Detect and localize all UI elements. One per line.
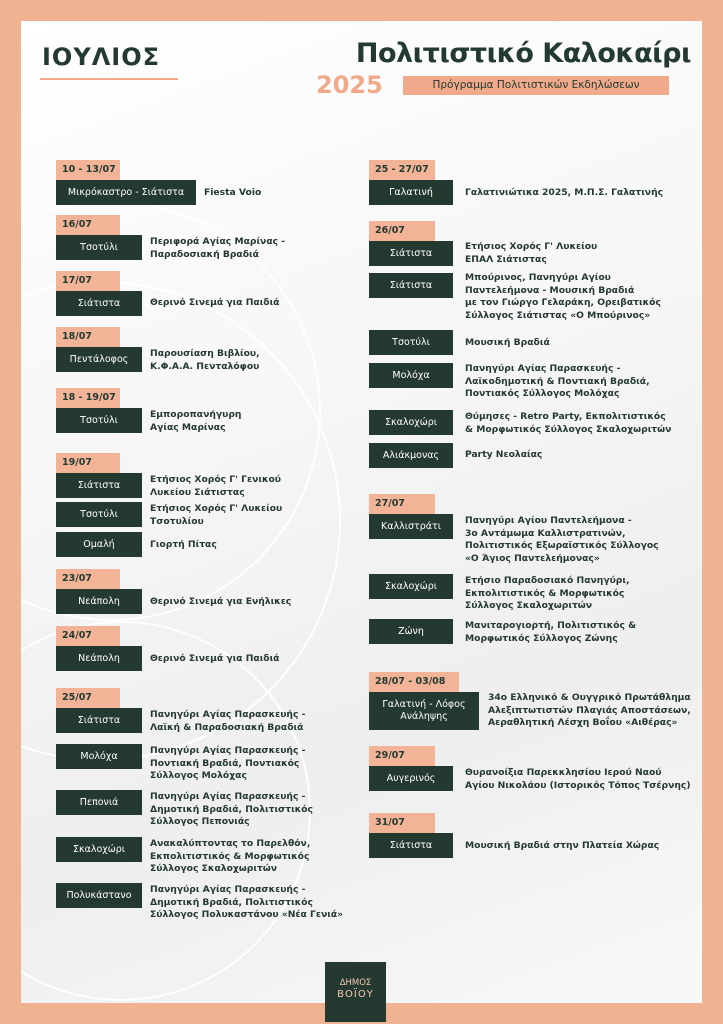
location-label: Σιάτιστα bbox=[56, 473, 142, 498]
event-text: Μπούρινος, Πανηγύρι Αγίου Παντελεήμονα - Μουσική Βραδιά με τον Γιώργο Γελαράκη, Ορειβατικός Σύλλογος Σιάτιστας «Ο Μπούρινος» bbox=[465, 272, 661, 321]
location-label: Σκαλοχώρι bbox=[56, 837, 142, 862]
event-text: Θερινό Σινεμά για Ενήλικες bbox=[150, 596, 292, 607]
date-tag: 25/07 bbox=[56, 688, 120, 708]
location-label: Νεάπολη bbox=[56, 646, 142, 671]
date-tag: 16/07 bbox=[56, 215, 120, 235]
location-label: Γαλατινή - Λόφος Ανάληψης bbox=[369, 692, 479, 730]
location-label: Σκαλοχώρι bbox=[369, 410, 453, 435]
date-tag: 10 - 13/07 bbox=[56, 160, 120, 180]
event-text: Ετήσιος Χορός Γ' Γενικού Λυκείου Σιάτιστας bbox=[150, 474, 282, 498]
event-text: Γαλατινιώτικα 2025, Μ.Π.Σ. Γαλατινής bbox=[465, 187, 664, 198]
event-text: Party Νεολαίας bbox=[465, 449, 543, 460]
location-label: Πεντάλοφος bbox=[56, 347, 142, 372]
location-label: Σιάτιστα bbox=[369, 241, 453, 266]
event-text: Πανηγύρι Αγίας Παρασκευής - Δημοτική Βραδιά, Πολιτιστικός Σύλλογος Πεπονιάς bbox=[150, 791, 313, 827]
event-text: Πανηγύρι Αγίας Παρασκευής - Λαϊκή & Παραδοσιακή Βραδιά bbox=[150, 709, 306, 733]
location-label: Σιάτιστα bbox=[56, 291, 142, 316]
event-text: 34ο Ελληνικό & Ουγγρικό Πρωτάθλημα Αλεξιπτωτιστών Πλαγιάς Αποστάσεων, Αεραθλητική Λέσχη Βοΐου «Αιθέρας» bbox=[488, 692, 691, 728]
page-title: Πολιτιστικό Καλοκαίρι bbox=[355, 38, 691, 69]
logo-line-1: ΔΗΜΟΣ bbox=[339, 978, 372, 988]
event-text: Μουσική Βραδιά στην Πλατεία Χώρας bbox=[465, 840, 660, 851]
location-label: Αυγερινός bbox=[369, 766, 453, 791]
event-text: Περιφορά Αγίας Μαρίνας - Παραδοσιακή Βραδιά bbox=[150, 236, 286, 260]
date-tag: 27/07 bbox=[369, 494, 435, 514]
location-label: Αλιάκμονας bbox=[369, 443, 453, 468]
location-label: Σκαλοχώρι bbox=[369, 574, 453, 599]
location-label: Σιάτιστα bbox=[369, 273, 453, 298]
date-tag: 17/07 bbox=[56, 271, 120, 291]
date-tag: 18 - 19/07 bbox=[56, 388, 120, 408]
event-text: Θυρανοίξια Παρεκκλησίου Ιερού Ναού Αγίου Νικολάου (Ιστορικός Τόπος Τσέρνης) bbox=[465, 767, 691, 791]
location-label: Νεάπολη bbox=[56, 589, 142, 614]
location-label: Ομαλή bbox=[56, 532, 142, 557]
date-tag: 24/07 bbox=[56, 626, 120, 646]
event-text: Πανηγύρι Αγίου Παντελεήμονα - 3ο Αντάμωμα Καλλιστρατινών, Πολιτιστικός Εξωραϊστικός Σύλλογος «Ο Άγιος Παντελεήμονας» bbox=[465, 515, 659, 564]
event-text: Πανηγύρι Αγίας Παρασκευής - Λαϊκοδημοτική & Ποντιακή Βραδιά, Ποντιακός Σύλλογος Μολόχας bbox=[465, 363, 650, 399]
event-text: Πανηγύρι Αγίας Παρασκευής - Δημοτική Βραδιά, Πολιτιστικός Σύλλογος Πολυκαστάνου «Νέα Γενιά» bbox=[150, 884, 344, 920]
location-label: Σιάτιστα bbox=[56, 708, 142, 733]
year-label: 2025 bbox=[316, 71, 383, 99]
location-label: Πεπονιά bbox=[56, 790, 142, 815]
event-text: Εμποροπανήγυρη Αγίας Μαρίνας bbox=[150, 409, 242, 433]
event-text: Fiesta Voio bbox=[204, 187, 262, 198]
event-text: Ετήσιος Χορός Γ' Λυκείου Τσοτυλίου bbox=[150, 503, 283, 527]
location-label: Ζώνη bbox=[369, 619, 453, 644]
event-text: Παρουσίαση Βιβλίου, Κ.Φ.Α.Α. Πενταλόφου bbox=[150, 348, 260, 372]
location-label: Τσοτύλι bbox=[56, 502, 142, 527]
location-label: Καλλιστράτι bbox=[369, 514, 453, 539]
month-underline bbox=[40, 78, 178, 80]
date-tag: 19/07 bbox=[56, 453, 120, 473]
location-label: Μολόχα bbox=[369, 363, 453, 388]
event-text: Μανιταρογιορτή, Πολιτιστικός & Μορφωτικός Σύλλογος Ζώνης bbox=[465, 620, 637, 644]
date-tag: 29/07 bbox=[369, 746, 435, 766]
event-text: Μουσική Βραδιά bbox=[465, 337, 550, 348]
event-text: Ανακαλύπτοντας το Παρελθόν, Εκπολιτιστικός & Μορφωτικός Σύλλογος Σκαλοχωριτών bbox=[150, 838, 311, 874]
date-tag: 18/07 bbox=[56, 327, 120, 347]
location-label: Μολόχα bbox=[56, 744, 142, 769]
location-label: Μικρόκαστρο - Σιάτιστα bbox=[56, 180, 196, 205]
event-text: Γιορτή Πίτας bbox=[150, 539, 217, 550]
event-text: Θύμησες - Retro Party, Εκπολιτιστικός & Μορφωτικός Σύλλογος Σκαλοχωριτών bbox=[465, 411, 672, 435]
date-tag: 31/07 bbox=[369, 813, 435, 833]
date-tag: 26/07 bbox=[369, 221, 435, 241]
event-text: Ετήσιο Παραδοσιακό Πανηγύρι, Εκπολιτιστικός & Μορφωτικός Σύλλογος Σκαλοχωριτών bbox=[465, 575, 630, 611]
event-text: Ετήσιος Χορός Γ' Λυκείου ΕΠΑΛ Σιάτιστας bbox=[465, 241, 598, 265]
event-text: Θερινό Σινεμά για Παιδιά bbox=[150, 297, 280, 308]
municipality-logo bbox=[325, 962, 386, 1022]
subtitle-banner: Πρόγραμμα Πολιτιστικών Εκδηλώσεων bbox=[403, 76, 669, 95]
location-label: Πολυκάστανο bbox=[56, 883, 142, 908]
location-label: Τσοτύλι bbox=[56, 235, 142, 260]
location-label: Γαλατινή bbox=[369, 180, 453, 205]
location-label: Σιάτιστα bbox=[369, 833, 453, 858]
event-text: Πανηγύρι Αγίας Παρασκευής - Ποντιακή Βραδιά, Ποντιακός Σύλλογος Μολόχας bbox=[150, 745, 306, 781]
date-tag: 28/07 - 03/08 bbox=[369, 672, 459, 692]
location-label: Τσοτύλι bbox=[56, 408, 142, 433]
month-title: ΙΟΥΛΙΟΣ bbox=[42, 43, 161, 71]
date-tag: 25 - 27/07 bbox=[369, 160, 435, 180]
date-tag: 23/07 bbox=[56, 569, 120, 589]
logo-line-2: ΒΟΪΟΥ bbox=[337, 989, 374, 1000]
event-text: Θερινό Σινεμά για Παιδιά bbox=[150, 653, 280, 664]
location-label: Τσοτύλι bbox=[369, 330, 453, 355]
